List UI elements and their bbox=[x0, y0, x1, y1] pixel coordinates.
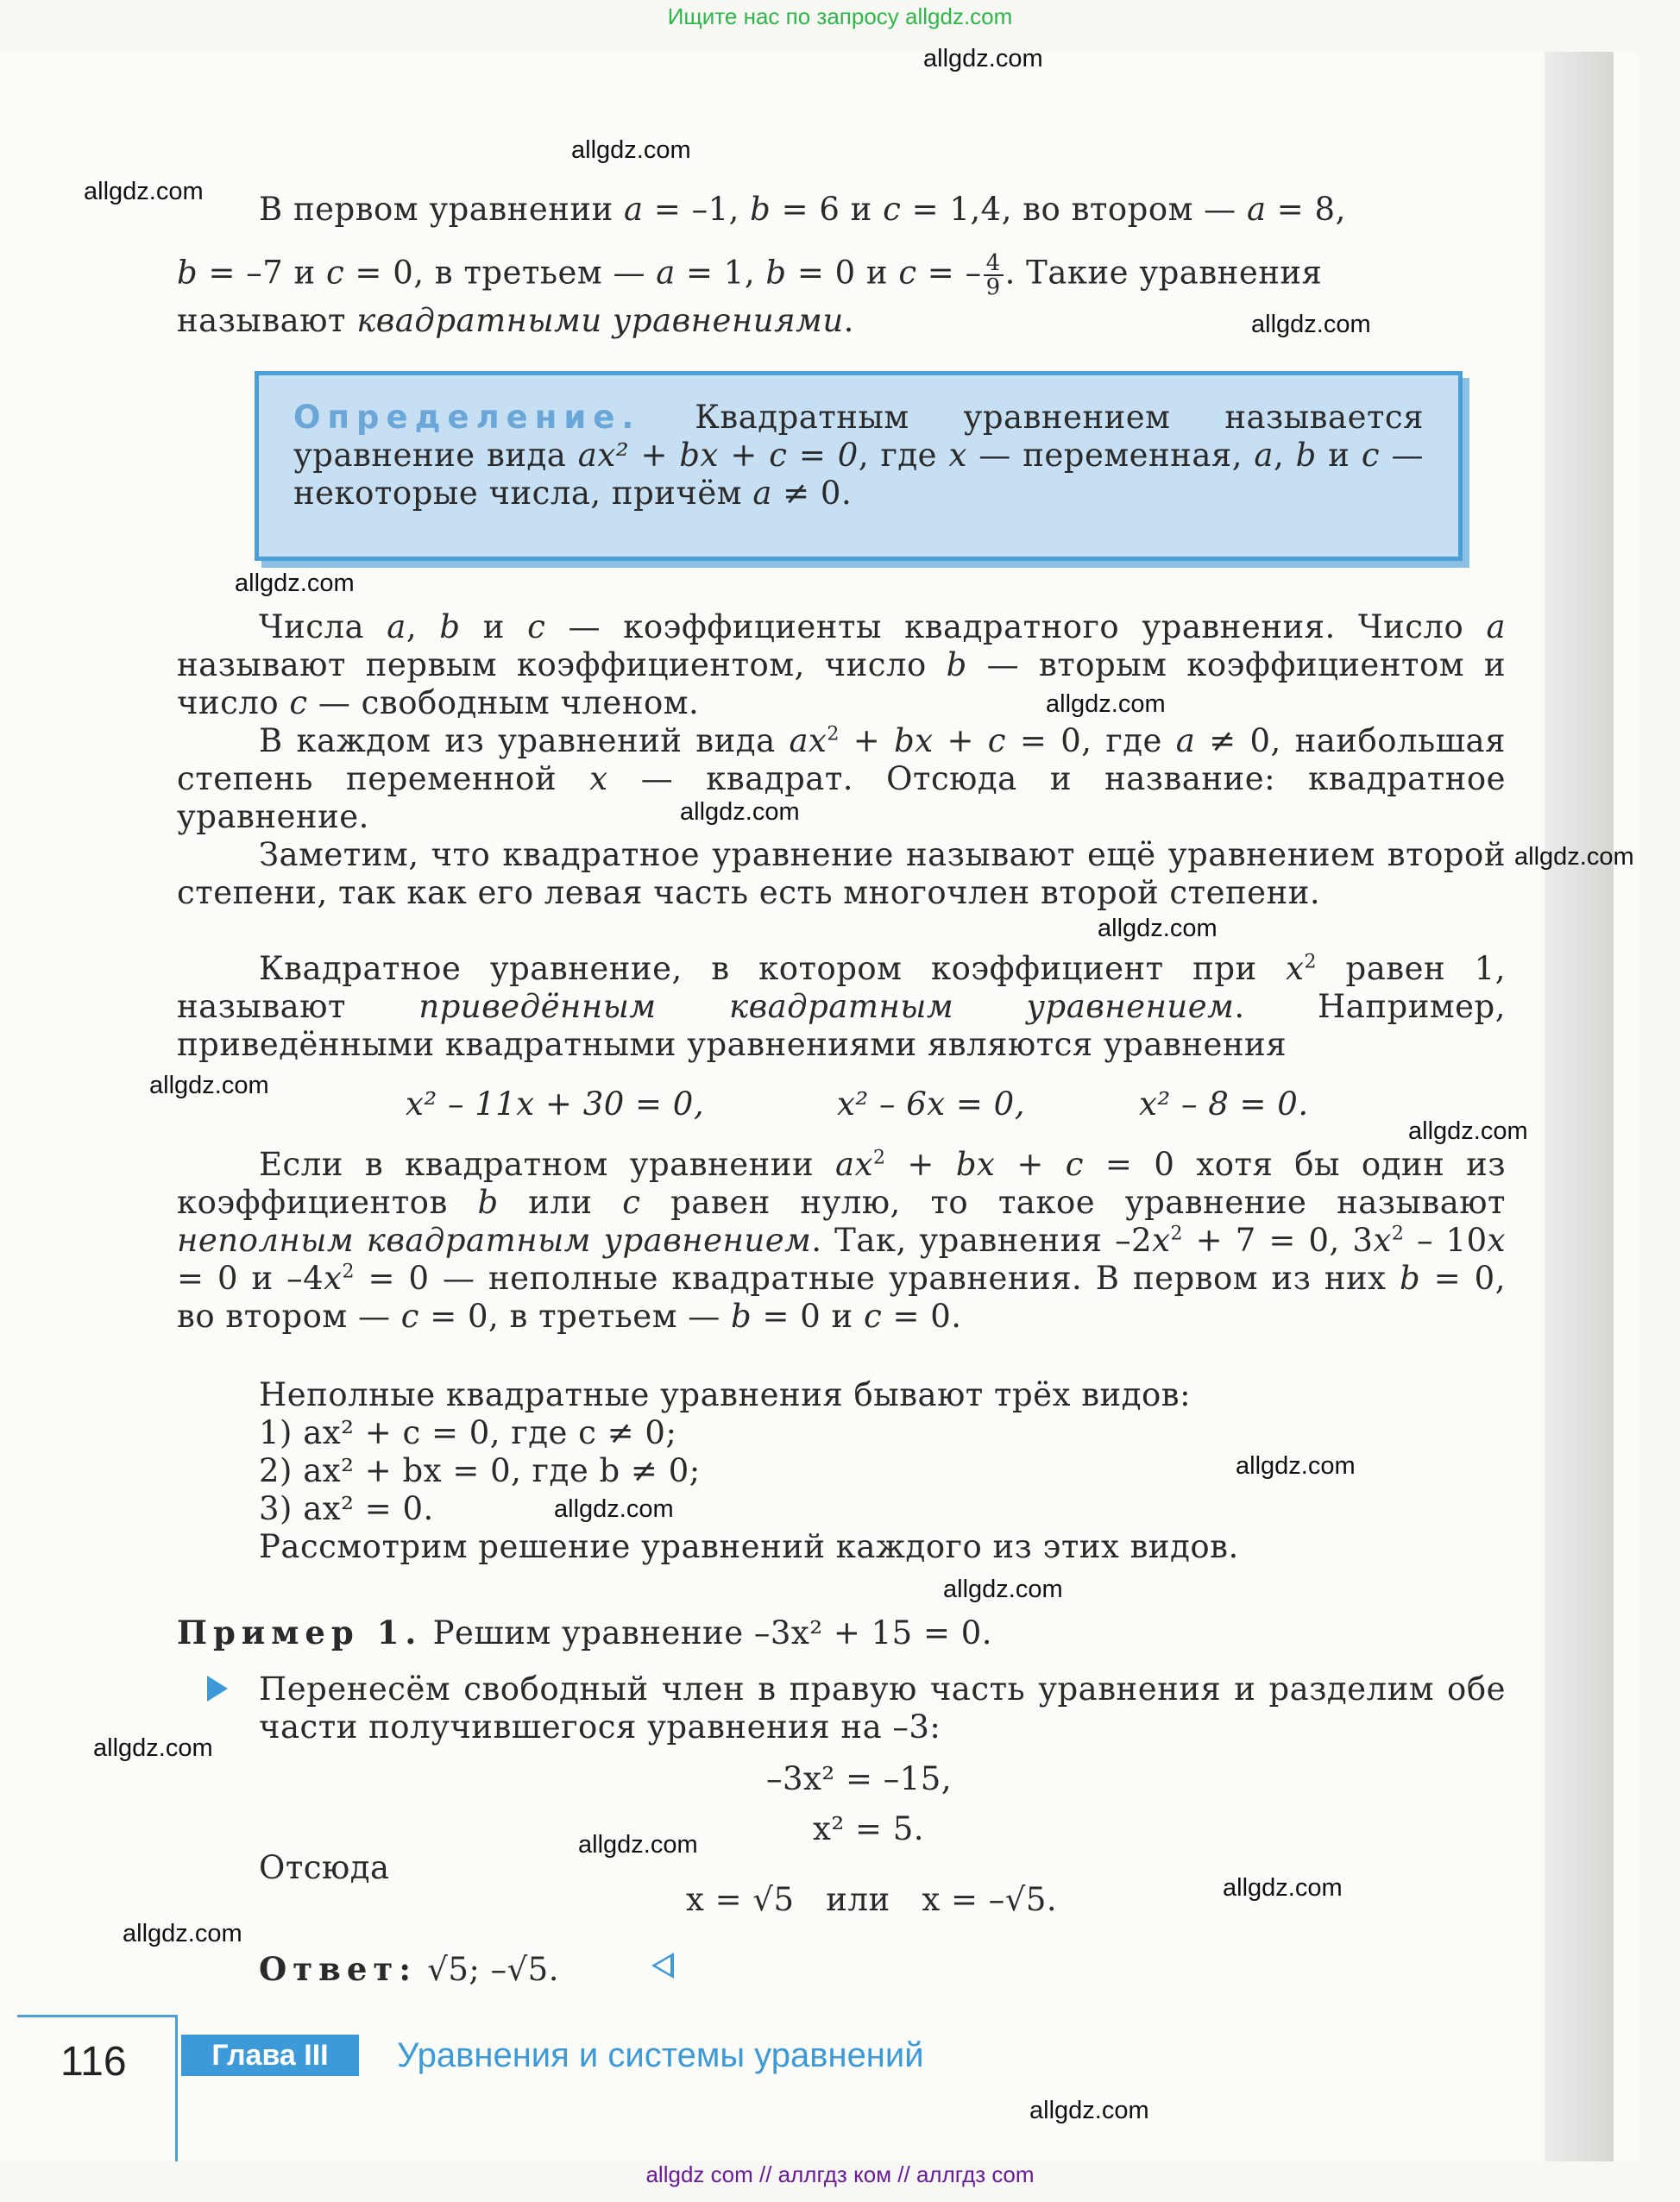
page-edge-shadow bbox=[1545, 52, 1614, 2161]
example-equation-1: –3x² = –15, bbox=[766, 1760, 953, 1797]
top-search-link[interactable]: Ищите нас по запросу allgdz.com bbox=[667, 3, 1013, 29]
example-heading: Пример 1. Решим уравнение –3x² + 15 = 0. bbox=[177, 1614, 993, 1652]
example-answer: Ответ: √5; –√5. bbox=[259, 1950, 559, 1988]
watermark: allgdz.com bbox=[578, 1831, 698, 1859]
kind-3: 3) ax² = 0. bbox=[259, 1490, 434, 1527]
example-hence: Отсюда bbox=[259, 1849, 390, 1886]
paragraph-coefficients: Числа a, b и c — коэффициенты квадратного уравнения. Число a называют первым коэффициентом, число b — вторым коэффициентом и число c — свободным членом. bbox=[177, 608, 1506, 721]
watermark: allgdz.com bbox=[1046, 690, 1166, 718]
example-roots: x = √5 или x = –√5. bbox=[686, 1881, 1058, 1918]
watermark: allgdz.com bbox=[923, 45, 1043, 72]
watermark: allgdz.com bbox=[554, 1495, 674, 1523]
watermark: allgdz.com bbox=[235, 569, 355, 597]
reduced-equation-3: x² – 8 = 0. bbox=[1139, 1085, 1309, 1123]
footer-rule-vertical bbox=[175, 2015, 178, 2161]
watermark: allgdz.com bbox=[1223, 1874, 1343, 1902]
paragraph-degree: В каждом из уравнений вида $ax^2$ + bx + c = 0, где a ≠ 0, наибольшая степень переменной x — квадрат. Отсюда и название: квадратное уравнение. bbox=[177, 722, 1506, 835]
watermark: allgdz.com bbox=[1029, 2097, 1149, 2124]
watermark: allgdz.com bbox=[1236, 1452, 1356, 1480]
watermark: allgdz.com bbox=[943, 1576, 1063, 1603]
kind-2: 2) ax² + bx = 0, где b ≠ 0; bbox=[259, 1452, 701, 1489]
example-start-marker bbox=[207, 1676, 228, 1702]
watermark: allgdz.com bbox=[93, 1734, 213, 1762]
watermark: allgdz.com bbox=[84, 178, 204, 205]
watermark: allgdz.com bbox=[1098, 915, 1218, 942]
kind-1: 1) ax² + c = 0, где c ≠ 0; bbox=[259, 1414, 677, 1451]
chapter-badge: Глава III bbox=[181, 2035, 359, 2076]
example-equation-2: x² = 5. bbox=[813, 1810, 925, 1847]
watermark: allgdz.com bbox=[680, 798, 800, 826]
example-end-marker bbox=[651, 1953, 674, 1979]
watermark: allgdz.com bbox=[571, 136, 691, 164]
reduced-equation-1: x² – 11x + 30 = 0, bbox=[406, 1085, 705, 1123]
paragraph-reduced: Квадратное уравнение, в котором коэффициент при $x^2$ равен 1, называют приведённым квадратным уравнением. Например, приведёнными квадратными уравнениями являются уравнения bbox=[177, 950, 1506, 1063]
example-solution-text: Перенесём свободный член в правую часть уравнения и разделим обе части получившегося уравнения на –3: bbox=[259, 1670, 1506, 1746]
paragraph-consider: Рассмотрим решение уравнений каждого из этих видов. bbox=[259, 1528, 1239, 1565]
footer-rule bbox=[17, 2015, 178, 2017]
paragraph-kinds: Неполные квадратные уравнения бывают трёх видов: bbox=[259, 1376, 1192, 1413]
paragraph-incomplete: Если в квадратном уравнении $ax^2$ + bx + c = 0 хотя бы один из коэффициентов b или c равен нулю, то такое уравнение называют неполным квадратным уравнением. Так, уравнения $-2x^2 + 7 = 0$, $3x^2 - 10x = 0$ и $-4x^2 = 0$ — неполные квадратные уравнения. В первом из них b = 0, во втором — c = 0, в третьем — b = 0 и c = 0. bbox=[177, 1146, 1507, 1335]
watermark: allgdz.com bbox=[1408, 1117, 1528, 1145]
fraction: $\frac{4}{9}$ bbox=[984, 252, 1004, 299]
chapter-title: Уравнения и системы уравнений bbox=[397, 2036, 924, 2074]
paragraph-intro-line3: называют квадратными уравнениями. bbox=[177, 302, 854, 339]
bottom-links[interactable]: allgdz com // аллгдз ком // аллгдз com bbox=[645, 2161, 1035, 2187]
page-number: 116 bbox=[60, 2039, 127, 2085]
watermark: allgdz.com bbox=[1251, 311, 1371, 338]
definition-text: Определение. Квадратным уравнением называется уравнение вида ax² + bx + c = 0, где x — переменная, a, b и c — некоторые числа, причём a ≠ 0. bbox=[293, 399, 1425, 512]
definition-label: Определение. bbox=[293, 399, 641, 436]
paragraph-second-degree: Заметим, что квадратное уравнение называют ещё уравнением второй степени, так как его левая часть есть многочлен второй степени. bbox=[177, 836, 1506, 911]
watermark: allgdz.com bbox=[149, 1072, 269, 1099]
watermark: allgdz.com bbox=[1514, 843, 1634, 871]
reduced-equation-2: x² – 6x = 0, bbox=[837, 1085, 1025, 1123]
paragraph-intro-line2: b = –7 и c = 0, в третьем — a = 1, b = 0 и c = – $\frac{4}{9}$ . Такие уравнения bbox=[177, 250, 1323, 300]
paragraph-intro: В первом уравнении a = –1, b = 6 и c = 1,4, во втором — a = 8, bbox=[259, 191, 1346, 228]
watermark: allgdz.com bbox=[123, 1920, 242, 1947]
